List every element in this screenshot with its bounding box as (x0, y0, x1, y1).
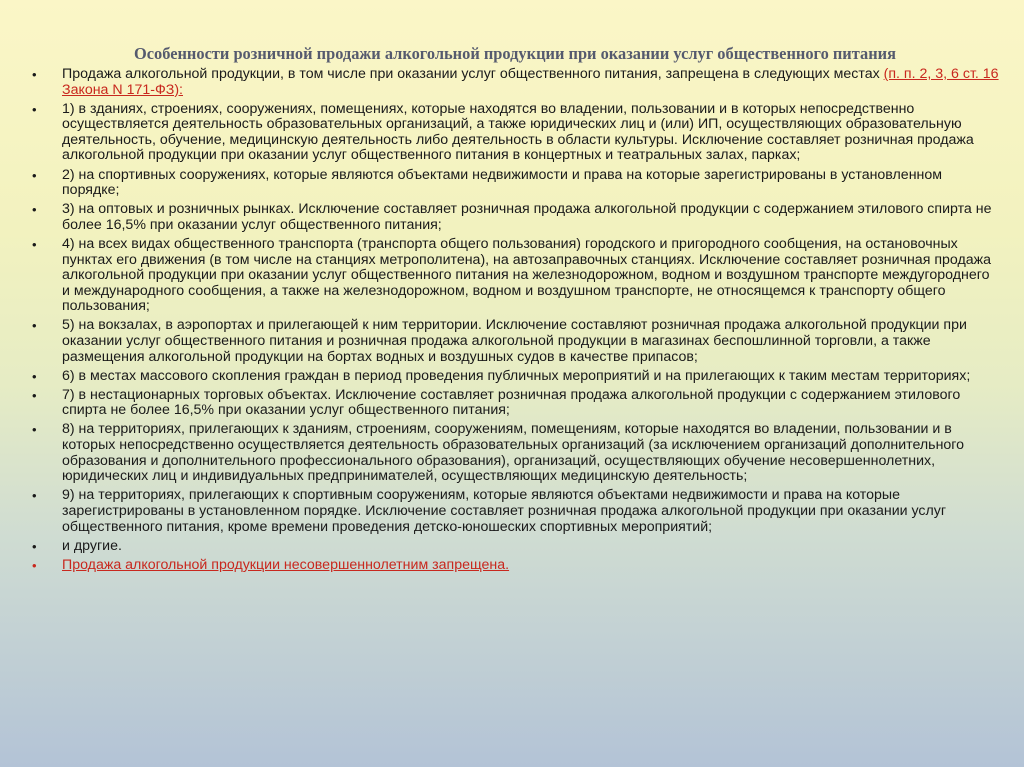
list-item (24, 168, 999, 199)
bullet-icon: • (32, 538, 37, 554)
list-item (24, 102, 999, 164)
list-item (24, 422, 999, 484)
list-item-text: 6) в местах массового скопления граждан в период проведения публичных мероприятий и на прилегающих к таким местам территориях; (62, 367, 971, 384)
list-item (24, 369, 999, 385)
list-item (24, 318, 999, 365)
slide-title: Особенности розничной продажи алкогольной продукции при оказании услуг общественного питания (134, 44, 896, 63)
bullet-icon: • (32, 422, 37, 438)
bullet-icon: • (32, 236, 37, 252)
list-item (24, 237, 999, 315)
list-item-text: 1) в зданиях, строениях, сооружениях, помещениях, которые находятся во владении, пользовании и в которых непосредственно осуществляется деятельность образовательных организаций, а также юридических лиц и (или) ИП, осуществляющих образовательную деятельность, обучение, медицинскую деятельность либо деятельность в области культуры. Исключение составляет розничная продажа алкогольной продукции при оказании услуг общественного питания в концертных и театральных залах, парках; (62, 100, 974, 164)
bullet-icon: • (32, 557, 37, 573)
list-item (24, 539, 999, 555)
list-item-text: и другие. (62, 537, 122, 554)
list-item-text: 4) на всех видах общественного транспорта (транспорта общего пользования) городского и пригородного сообщения, на остановочных пунктах его движения (в том числе на станциях метрополитена), на автозаправочных станциях. Исключение составляет розничная продажа алкогольной продукции при оказании услуг общественного питания на железнодорожном, водном и воздушном транспорте междугороднего и международного сообщения, а также на железнодорожном, водном и воздушном транспорте, не относящемся к транспорту общего пользования; (62, 235, 992, 315)
list-item (24, 388, 999, 419)
bullet-icon: • (32, 167, 37, 183)
list-item-text: 7) в нестационарных торговых объектах. Исключение составляет розничная продажа алкогольной продукции с содержанием этилового спирта не более 16,5% при оказании услуг общественного питания; (62, 386, 961, 419)
list-item-text: 8) на территориях, прилегающих к зданиям, строениям, сооружениям, помещениям, которые находятся во владении, пользовании и в которых непосредственно осуществляется деятельность образовательных организаций (за исключением организаций дополнительного образования и дополнительного профессионального образования), организаций, осуществляющих обучение несовершеннолетних, юридических лиц и индивидуальных предпринимателей, осуществляющих медицинскую деятельность; (62, 421, 965, 485)
bullet-icon: • (32, 387, 37, 403)
list-item (24, 488, 999, 535)
list-item (24, 202, 999, 233)
list-item-text: 9) на территориях, прилегающих к спортивным сооружениям, которые являются объектами недвижимости и права на которые зарегистрированы в установленном порядке. Исключение составляет розничная продажа алкогольной продукции при оказании услуг общественного питания, кроме времени проведения детско-юношеских спортивных мероприятий; (62, 487, 947, 535)
restrictions-list (24, 67, 999, 577)
list-item-text: 5) на вокзалах, в аэропортах и прилегающей к ним территории. Исключение составляют розничная продажа алкогольной продукции при оказании услуг общественного питания и розничная продажа алкогольной продукции в магазинах беспошлинной торговли, а также размещения алкогольной продукции на бортах водных и воздушных судов в качестве припасов; (62, 317, 967, 365)
bullet-icon: • (32, 488, 37, 504)
list-item-text: 3) на оптовых и розничных рынках. Исключение составляет розничная продажа алкогольной продукции с содержанием этилового спирта не более 16,5% при оказании услуг общественного питания; (62, 201, 992, 233)
list-item-text: 2) на спортивных сооружениях, которые являются объектами недвижимости и права на которые зарегистрированы в установленном порядке; (62, 166, 943, 199)
bullet-icon: • (32, 67, 37, 82)
bullet-icon: • (32, 202, 37, 218)
bullet-icon: • (32, 368, 37, 384)
intro-text: Продажа алкогольной продукции, в том числе при оказании услуг общественного питания, запрещена в следующих местах (62, 66, 884, 82)
bullet-icon: • (32, 318, 37, 334)
list-item-final-note (24, 558, 999, 574)
minors-prohibition-link[interactable]: Продажа алкогольной продукции несовершеннолетним запрещена. (62, 556, 510, 573)
list-item-intro (24, 67, 999, 98)
bullet-icon: • (32, 101, 37, 117)
law-reference-link[interactable]: (п. п. 2, 3, 6 ст. 16 Закона N 171-ФЗ): (62, 66, 999, 98)
